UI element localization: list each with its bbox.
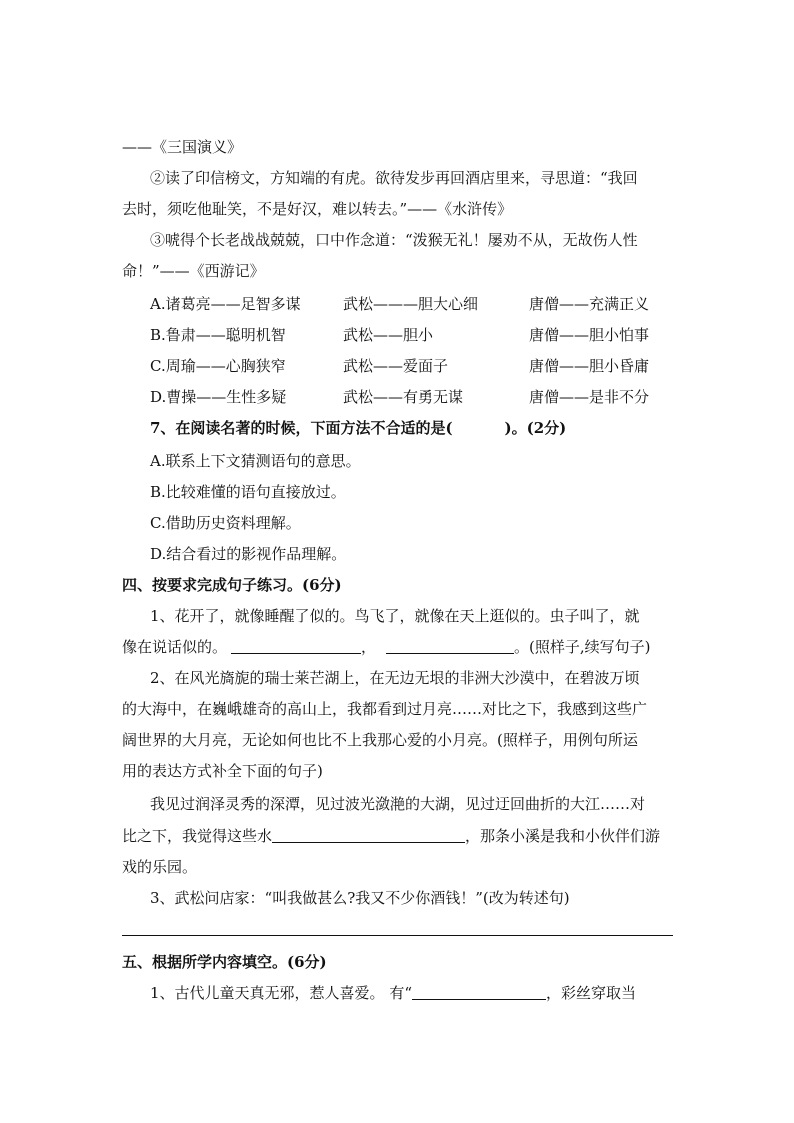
q6-option-c-col3: 唐僧——胆小昏庸 (529, 357, 650, 375)
s4-q1-comma: ， (361, 638, 377, 656)
s4-q2-line1: 2、在风光旖旎的瑞士莱芒湖上，在无边无垠的非洲大沙漠中，在碧波万顷 (150, 669, 640, 687)
s4-q2-text-after: ，那条小溪是我和小伙伴们游 (465, 827, 661, 845)
s4-q2-line6 (122, 826, 660, 846)
q6-option-b-col2: 武松——胆小 (343, 326, 434, 344)
s4-q1-blank-1[interactable] (231, 638, 361, 654)
q6-option-b-col1: B.鲁肃——聪明机智 (150, 326, 286, 344)
q6-option-d-col3: 唐僧——是非不分 (529, 388, 650, 406)
s4-q1-blank-2[interactable] (386, 638, 514, 654)
q7-stem-text: 7、在阅读名著的时候，下面方法不合适的是( (150, 419, 453, 437)
s5-q1-blank[interactable] (412, 984, 546, 1000)
q7-option-a: A.联系上下文猜测语句的意思。 (150, 452, 361, 470)
q7-option-c: C.借助历史资料理解。 (150, 514, 301, 532)
q6-option-c-col2: 武松——爱面子 (343, 357, 449, 375)
s4-q2-line7: 戏的乐园。 (122, 858, 198, 876)
q7-option-d: D.结合看过的影视作品理解。 (150, 545, 347, 563)
q6-option-d-col1: D.曹操——生性多疑 (150, 388, 287, 406)
q6-option-a-col3: 唐僧——充满正义 (529, 295, 650, 313)
q7-stem-points: )。(2分) (504, 419, 567, 437)
q6-quote-2-line1: ②读了印信榜文，方知端的有虎。欲待发步再回酒店里来，寻思道：“我回 (150, 169, 638, 187)
s4-q1-line2 (122, 637, 651, 657)
s4-q2-blank[interactable] (272, 827, 465, 843)
s4-q2-line5: 我见过润泽灵秀的深潭，见过波光潋滟的大湖，见过迂回曲折的大江……对 (150, 795, 646, 813)
answer-line[interactable] (122, 935, 673, 936)
q6-option-b-col3: 唐僧——胆小怕事 (529, 326, 650, 344)
q6-quote-3-line2: 命！”——《西游记》 (122, 262, 265, 280)
s4-q1-instruction: 。(照样子,续写句子) (514, 638, 651, 656)
s5-q1-text-after: ，彩丝穿取当 (545, 984, 636, 1002)
section-5-title: 五、根据所学内容填空。(6分) (122, 953, 327, 971)
s4-q2-line3: 阔世界的大月亮，无论如何也比不上我那心爱的小月亮。(照样子，用例句所运 (122, 731, 638, 749)
q6-option-d-col2: 武松——有勇无谋 (343, 388, 464, 406)
q7-option-b: B.比较难懂的语句直接放过。 (150, 483, 346, 501)
q6-quote-2-line2: 去时，须吃他耻笑，不是好汉，难以转去。”——《水浒传》 (122, 200, 513, 218)
q6-quote-3-line1: ③唬得个长老战战兢兢，口中作念道：“泼猴无礼！屡劝不从，无故伤人性 (150, 231, 638, 249)
q6-option-c-col1: C.周瑜——心胸狭窄 (150, 357, 286, 375)
s4-q2-line2: 的大海中，在巍峨雄奇的高山上，我都看到过月亮……对比之下，我感到这些广 (122, 700, 648, 718)
s5-q1 (150, 983, 636, 1003)
q6-option-a-col1: A.诸葛亮——足智多谋 (150, 295, 301, 313)
q7-stem (150, 418, 566, 438)
s4-q1-text: 像在说话似的。 (122, 638, 228, 656)
s4-q3: 3、武松问店家：“叫我做甚么?我又不少你酒钱！”(改为转述句) (150, 889, 570, 907)
section-4-title: 四、按要求完成句子练习。(6分) (122, 576, 342, 594)
s4-q1-line1: 1、花开了，就像睡醒了似的。鸟飞了，就像在天上逛似的。虫子叫了，就 (150, 607, 640, 625)
s4-q2-text: 比之下，我觉得这些水 (122, 827, 273, 845)
q6-option-a-col2: 武松———胆大心细 (343, 295, 479, 313)
s4-q2-line4: 用的表达方式补全下面的句子) (122, 762, 323, 780)
s5-q1-text: 1、古代儿童天真无邪，惹人喜爱。 有“ (150, 984, 412, 1002)
q6-source-sanguo: ——《三国演义》 (122, 138, 243, 156)
